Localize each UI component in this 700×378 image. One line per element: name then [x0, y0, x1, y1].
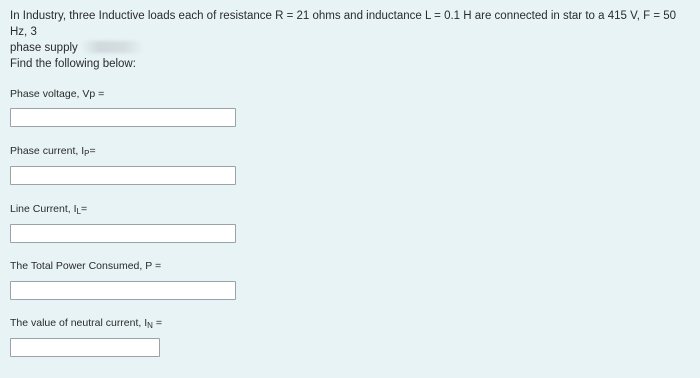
total-power-label-text: The Total Power Consumed, P	[10, 260, 153, 272]
line-current-label	[10, 202, 87, 216]
question-line-1: In Industry, three Inductive loads each of resistance R = 21 ohms and inductance L = 0.1 H are connected in star to a 415 V, F = 50 Hz, 3	[10, 10, 677, 38]
phase-current-input[interactable]	[10, 166, 236, 185]
line-current-subscript: L	[76, 207, 81, 216]
question-line-2-text: phase supply	[10, 42, 78, 54]
question-line-3: Find the following below:	[10, 58, 136, 70]
question-text	[10, 8, 690, 72]
phase-current-label	[10, 144, 96, 158]
phase-current-label-text: Phase current, I	[10, 145, 85, 157]
neutral-current-label-text: The value of neutral current, I	[10, 317, 148, 329]
line-current-label-text: Line Current, I	[10, 203, 77, 215]
phase-voltage-label-text: Phase voltage, Vp	[10, 88, 96, 100]
phase-current-subscript: P	[84, 149, 90, 158]
line-current-label-suffix: =	[81, 203, 88, 215]
phase-current-label-suffix: =	[89, 145, 96, 157]
total-power-label-suffix: =	[152, 260, 162, 272]
redacted-text	[81, 41, 143, 53]
neutral-current-input[interactable]	[10, 338, 160, 357]
phase-voltage-input[interactable]	[10, 108, 236, 127]
neutral-current-label-suffix: =	[152, 317, 162, 329]
phase-voltage-label-suffix: =	[95, 88, 105, 100]
neutral-current-subscript: N	[147, 321, 153, 330]
total-power-input[interactable]	[10, 281, 236, 300]
question-line-2	[10, 40, 690, 56]
total-power-label	[10, 259, 161, 273]
phase-voltage-label	[10, 87, 104, 101]
line-current-input[interactable]	[10, 224, 236, 243]
neutral-current-label	[10, 316, 162, 330]
